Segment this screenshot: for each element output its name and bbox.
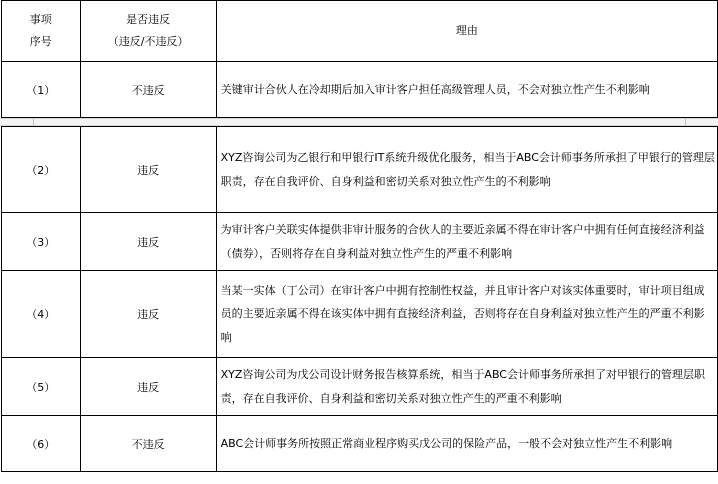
row-violation: 违反 (80, 127, 216, 213)
row-violation: 违反 (80, 271, 216, 358)
row-no: （2） (2, 127, 81, 213)
header-item-no (2, 1, 81, 62)
row-no: （3） (2, 213, 81, 271)
header-violation (80, 1, 216, 62)
row-reason: 为审计客户关联实体提供非审计服务的合伙人的主要近亲属不得在审计客户中拥有任何直接经济利益（债券），否则将存在自身利益对独立性产生的严重不利影响 (216, 213, 717, 271)
table-row (2, 62, 718, 118)
table-top (1, 0, 718, 118)
header-reason: 理由 (216, 1, 717, 62)
table-row (2, 358, 718, 416)
row-reason: 当某一实体（丁公司）在审计客户中拥有控制性权益，并且审计客户对该实体重要时，审计项目组成员的主要近亲属不得在该实体中拥有直接经济利益，否则将存在自身利益对独立性产生的严重不利影响 (216, 271, 717, 358)
row-no: （5） (2, 358, 81, 416)
table-bottom (1, 126, 718, 472)
row-reason: XYZ咨询公司为乙银行和甲银行IT系统升级优化服务，相当于ABC会计师事务所承担了甲银行的管理层职责，存在自我评价、自身利益和密切关系对独立性产生的不利影响 (216, 127, 717, 213)
header-violation-line1: 是否违反 (126, 13, 171, 26)
row-no: （4） (2, 271, 81, 358)
row-violation: 违反 (80, 358, 216, 416)
row-no: （6） (2, 416, 81, 472)
row-violation: 违反 (80, 213, 216, 271)
header-item-no-line2: 序号 (29, 35, 52, 48)
row-reason: XYZ咨询公司为戊公司设计财务报告核算系统，相当于ABC会计师事务所承担了对甲银行的管理层职责，存在自我评价、自身利益和密切关系对独立性产生的严重不利影响 (216, 358, 717, 416)
page-break-separator (0, 118, 718, 126)
table-row (2, 213, 718, 271)
header-item-no-line1: 事项 (29, 13, 52, 26)
row-reason: ABC会计师事务所按照正常商业程序购买戊公司的保险产品，一般不会对独立性产生不利影响 (216, 416, 717, 472)
row-violation: 不违反 (80, 62, 216, 118)
separator-mark (33, 119, 34, 125)
table-row (2, 127, 718, 213)
row-violation: 不违反 (80, 416, 216, 472)
separator-mark (685, 119, 686, 125)
row-reason: 关键审计合伙人在冷却期后加入审计客户担任高级管理人员，不会对独立性产生不利影响 (216, 62, 717, 118)
table-row (2, 271, 718, 358)
table-header-row (2, 1, 718, 62)
table-row (2, 416, 718, 472)
row-no: （1） (2, 62, 81, 118)
header-violation-line2: （违反/不违反） (107, 35, 189, 48)
